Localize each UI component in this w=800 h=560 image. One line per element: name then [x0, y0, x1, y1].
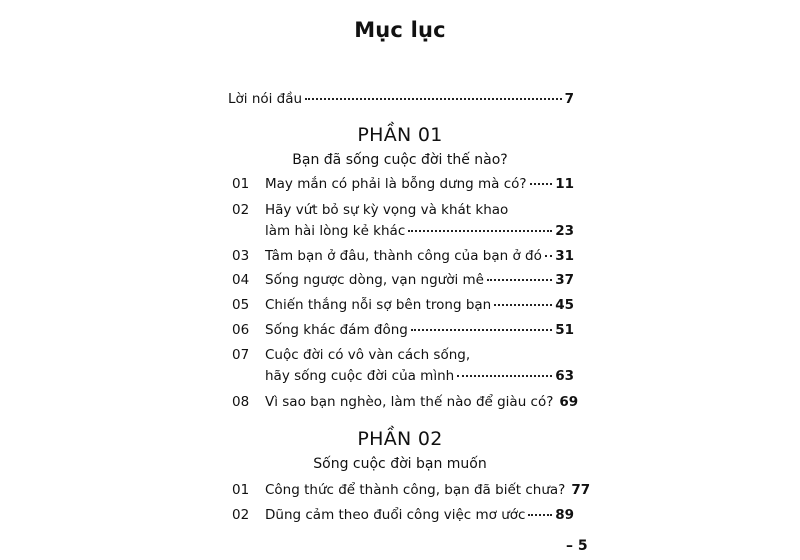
dot-leader: [545, 254, 552, 257]
dot-leader: [411, 328, 552, 331]
entry-page: 63: [555, 368, 574, 384]
entry-title: Dũng cảm theo đuổi công việc mơ ước: [265, 507, 526, 523]
entry-page: 31: [555, 248, 574, 264]
entry-title-cont: hãy sống cuộc đời của mình: [265, 368, 455, 384]
part-2-subtitle: Sống cuộc đời bạn muốn: [313, 456, 487, 472]
entry-number: 07: [232, 347, 250, 363]
dot-leader: [530, 182, 553, 185]
entry-number: 02: [232, 202, 250, 218]
entry-page: 89: [555, 507, 574, 523]
entry-title: Hãy vứt bỏ sự kỳ vọng và khát khao: [265, 202, 509, 218]
entry-title: Cuộc đời có vô vàn cách sống,: [265, 347, 471, 363]
dot-leader: [528, 513, 552, 516]
toc-entry[interactable]: [232, 347, 574, 383]
entry-title: Công thức để thành công, bạn đã biết chưa?: [265, 482, 566, 498]
entry-title: Chiến thắng nỗi sợ bên trong bạn: [265, 297, 492, 313]
entry-page: 11: [555, 176, 574, 192]
page-number: – 5: [566, 538, 588, 554]
entry-title: Vì sao bạn nghèo, làm thế nào để giàu có?: [265, 394, 554, 410]
entry-number: 01: [232, 482, 250, 498]
entry-number: 08: [232, 394, 250, 410]
entry-title: May mắn có phải là bỗng dưng mà có?: [265, 176, 527, 192]
toc-entry[interactable]: [232, 202, 574, 238]
entry-page: 77: [571, 482, 591, 498]
entry-number: 05: [232, 297, 250, 313]
entry-number: 01: [232, 176, 250, 192]
entry-number: 04: [232, 272, 250, 288]
entry-number: 06: [232, 322, 250, 338]
entry-title: Tâm bạn ở đâu, thành công của bạn ở đó: [265, 248, 542, 264]
dot-leader: [494, 303, 552, 306]
entry-number: 02: [232, 507, 250, 523]
page-title: Mục lục: [354, 18, 446, 42]
entry-title-cont: làm hài lòng kẻ khác: [265, 223, 406, 239]
entry-page: 23: [555, 223, 574, 239]
entry-title: Sống ngược dòng, vạn người mê: [265, 272, 484, 288]
entry-title: Sống khác đám đông: [265, 322, 408, 338]
entry-page: 51: [555, 322, 574, 338]
entry-number: 03: [232, 248, 250, 264]
entry-page: 45: [555, 297, 574, 313]
dot-leader: [408, 229, 552, 232]
entry-page: 7: [564, 91, 574, 107]
part-1-subtitle: Bạn đã sống cuộc đời thế nào?: [292, 152, 508, 168]
entry-page: 69: [559, 394, 579, 410]
entry-title: Lời nói đầu: [228, 91, 303, 107]
dot-leader: [305, 97, 562, 100]
part-1-label: PHẦN 01: [357, 124, 443, 146]
dot-leader: [487, 278, 552, 281]
entry-page: 37: [555, 272, 574, 288]
part-2-label: PHẦN 02: [357, 428, 443, 450]
dot-leader: [457, 374, 552, 377]
